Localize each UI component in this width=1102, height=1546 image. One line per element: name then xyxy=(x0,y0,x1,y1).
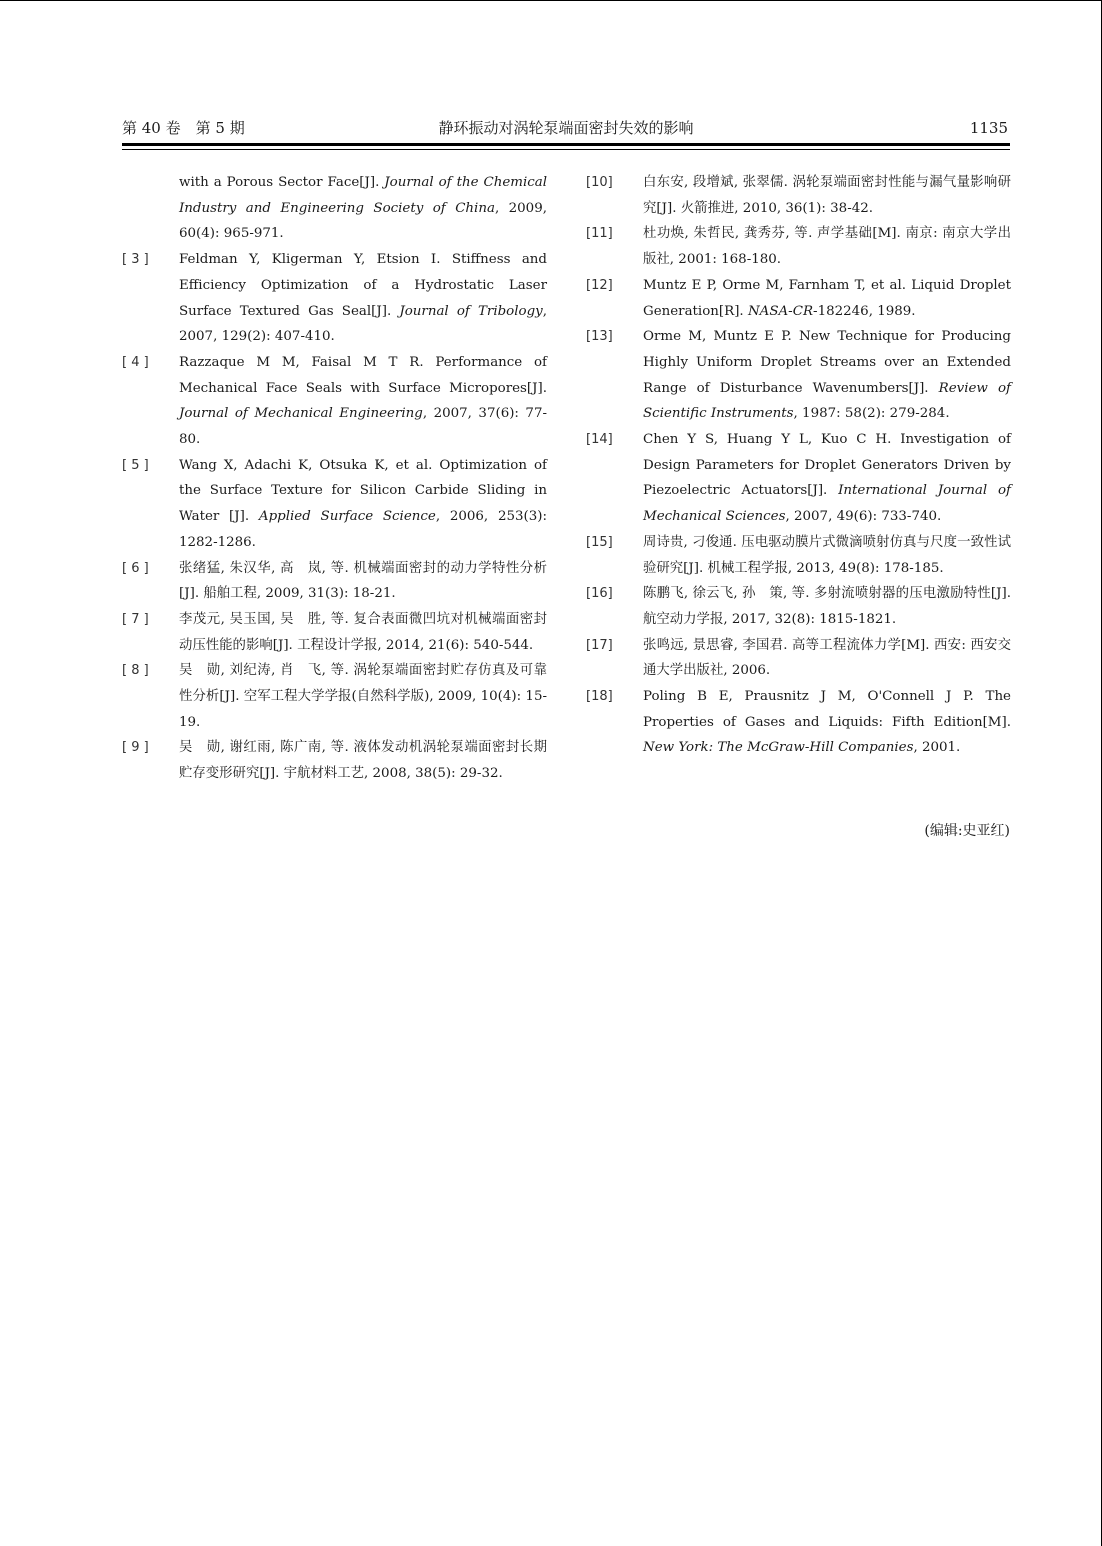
reference-text xyxy=(643,221,1011,272)
reference-item xyxy=(586,684,1011,761)
reference-body: Poling B E, Prausnitz J M, O'Connell J P. The Properties of Gases and Liquids: Fifth Edition[M]. xyxy=(643,689,1011,730)
reference-journal: Review of Scientific Instruments xyxy=(643,380,1011,422)
reference-item xyxy=(122,607,547,658)
reference-number: [ 6 ] xyxy=(122,560,149,576)
reference-text xyxy=(179,556,547,607)
reference-tail: , 2007, 37(6): 77-80. xyxy=(179,406,547,448)
reference-body: 李茂元, 吴玉国, 吴 胜, 等. 复合表面微凹坑对机械端面密封动压性能的影响[J]. 工程设计学报, 2014, 21(6): 540-544. xyxy=(179,611,547,653)
reference-tail: , 2001. xyxy=(913,740,961,756)
reference-body: Wang X, Adachi K, Otsuka K, et al. Optimization of the Surface Texture for Silicon Carbide Sliding in Water [J]. xyxy=(179,457,547,525)
reference-number: [14] xyxy=(586,432,613,448)
reference-text xyxy=(643,427,1011,530)
reference-item xyxy=(586,633,1011,684)
reference-item xyxy=(586,170,1011,221)
reference-number: [ 7 ] xyxy=(122,611,149,627)
left-reference-list xyxy=(122,247,547,787)
reference-number: [13] xyxy=(586,329,613,345)
reference-number: [ 5 ] xyxy=(122,457,149,473)
reference-number: [18] xyxy=(586,689,613,705)
reference-number: [16] xyxy=(586,586,613,602)
reference-number: [12] xyxy=(586,277,613,293)
reference-text xyxy=(643,581,1011,632)
reference-item xyxy=(122,350,547,453)
reference-text xyxy=(643,324,1011,427)
header-rule-thick xyxy=(122,143,1010,146)
reference-tail: , 2006, 253(3): 1282-1286. xyxy=(179,509,547,550)
ref-continuation-pre: with a Porous Sector Face[J]. xyxy=(179,175,385,190)
reference-text xyxy=(179,607,547,658)
reference-body: Orme M, Muntz E P. New Technique for Producing Highly Uniform Droplet Streams over an Extended Range of Disturbance Wavenumbers[J]. xyxy=(643,329,1011,396)
reference-text xyxy=(179,247,547,350)
reference-item xyxy=(586,221,1011,272)
reference-body: 杜功焕, 朱哲民, 龚秀芬, 等. 声学基础[M]. 南京: 南京大学出版社, 2001: 168-180. xyxy=(643,226,1011,268)
reference-body: 白东安, 段增斌, 张翠儒. 涡轮泵端面密封性能与漏气量影响研究[J]. 火箭推进, 2010, 36(1): 38-42. xyxy=(643,175,1011,216)
reference-item xyxy=(586,427,1011,530)
reference-body: 张鸣远, 景思睿, 李国君. 高等工程流体力学[M]. 西安: 西安交通大学出版社, 2006. xyxy=(643,637,1011,679)
reference-item xyxy=(122,556,547,607)
reference-text xyxy=(179,658,547,735)
reference-journal: New York: The McGraw-Hill Companies xyxy=(643,740,914,756)
reference-text xyxy=(643,530,1011,581)
reference-number: [ 9 ] xyxy=(122,740,149,756)
reference-body: Feldman Y, Kligerman Y, Etsion I. Stiffness and Efficiency Optimization of a Hydrostatic Laser Surface Textured Gas Seal[J]. xyxy=(179,252,547,319)
reference-number: [ 8 ] xyxy=(122,663,149,679)
reference-journal: Journal of Mechanical Engineering xyxy=(179,406,423,422)
reference-journal: Journal of Tribology xyxy=(399,303,543,319)
reference-text xyxy=(179,453,547,556)
running-title: 静环振动对涡轮泵端面密封失效的影响 xyxy=(438,119,694,137)
reference-body: 吴 勋, 刘纪涛, 肖 飞, 等. 涡轮泵端面密封贮存仿真及可靠性分析[J]. 空军工程大学学报(自然科学版), 2009, 10(4): 15-19. xyxy=(179,663,547,730)
reference-number: [17] xyxy=(586,637,613,653)
reference-body: Razzaque M M, Faisal M T R. Performance of Mechanical Face Seals with Surface Micropores[J]. xyxy=(179,354,547,396)
reference-continuation xyxy=(122,170,547,247)
reference-number: [ 4 ] xyxy=(122,354,149,370)
right-column xyxy=(586,170,1011,761)
reference-body: Muntz E P, Orme M, Farnham T, et al. Liquid Droplet Generation[R]. xyxy=(643,277,1011,319)
right-reference-list xyxy=(586,170,1011,761)
reference-number: [11] xyxy=(586,226,613,242)
ref-continuation-post: , 2009, 60(4): 965-971. xyxy=(179,200,547,242)
reference-number: [ 3 ] xyxy=(122,252,149,268)
volume-issue: 第 40 卷 第 5 期 xyxy=(122,119,245,137)
reference-item xyxy=(122,735,547,786)
reference-text xyxy=(643,273,1011,324)
reference-journal: International Journal of Mechanical Sciences xyxy=(643,483,1011,525)
reference-text xyxy=(643,170,1011,221)
ref-continuation-journal: Journal of the Chemical Industry and Engineering Society of China xyxy=(179,175,547,216)
left-column xyxy=(122,170,547,787)
reference-body: 陈鹏飞, 徐云飞, 孙 策, 等. 多射流喷射器的压电激励特性[J]. 航空动力学报, 2017, 32(8): 1815-1821. xyxy=(643,586,1011,627)
reference-body: 吴 勋, 谢红雨, 陈广南, 等. 液体发动机涡轮泵端面密封长期贮存变形研究[J]. 宇航材料工艺, 2008, 38(5): 29-32. xyxy=(179,740,547,782)
reference-number: [15] xyxy=(586,534,613,550)
reference-item xyxy=(586,273,1011,324)
reference-tail: , 2007, 129(2): 407-410. xyxy=(179,303,547,345)
editor-note: (编辑:史亚红) xyxy=(924,823,1010,839)
reference-text xyxy=(643,633,1011,684)
reference-body: 周诗贵, 刁俊通. 压电驱动膜片式微滴喷射仿真与尺度一致性试验研究[J]. 机械工程学报, 2013, 49(8): 178-185. xyxy=(643,534,1011,576)
reference-body: Chen Y S, Huang Y L, Kuo C H. Investigation of Design Parameters for Droplet Generators Driven by Piezoelectric Actuators[J]. xyxy=(643,432,1011,499)
reference-item xyxy=(586,581,1011,632)
reference-item xyxy=(586,530,1011,581)
reference-body: 张绪猛, 朱汉华, 高 岚, 等. 机械端面密封的动力学特性分析[J]. 船舶工程, 2009, 31(3): 18-21. xyxy=(179,560,547,602)
page-number: 1135 xyxy=(969,119,1008,137)
reference-item xyxy=(122,658,547,735)
reference-item xyxy=(122,453,547,556)
reference-number: [10] xyxy=(586,175,613,190)
reference-tail: -182246, 1989. xyxy=(813,303,916,319)
reference-text xyxy=(179,350,547,453)
reference-item xyxy=(122,247,547,350)
reference-tail: , 1987: 58(2): 279-284. xyxy=(793,406,950,422)
page-top-border xyxy=(0,0,1102,1)
reference-journal: NASA-CR xyxy=(747,303,814,319)
reference-text xyxy=(179,735,547,786)
reference-journal: Applied Surface Science xyxy=(258,509,436,525)
reference-text xyxy=(643,684,1011,761)
reference-item xyxy=(586,324,1011,427)
reference-tail: , 2007, 49(6): 733-740. xyxy=(785,509,942,525)
header-rule-thin xyxy=(122,149,1010,150)
running-header xyxy=(122,115,1010,141)
